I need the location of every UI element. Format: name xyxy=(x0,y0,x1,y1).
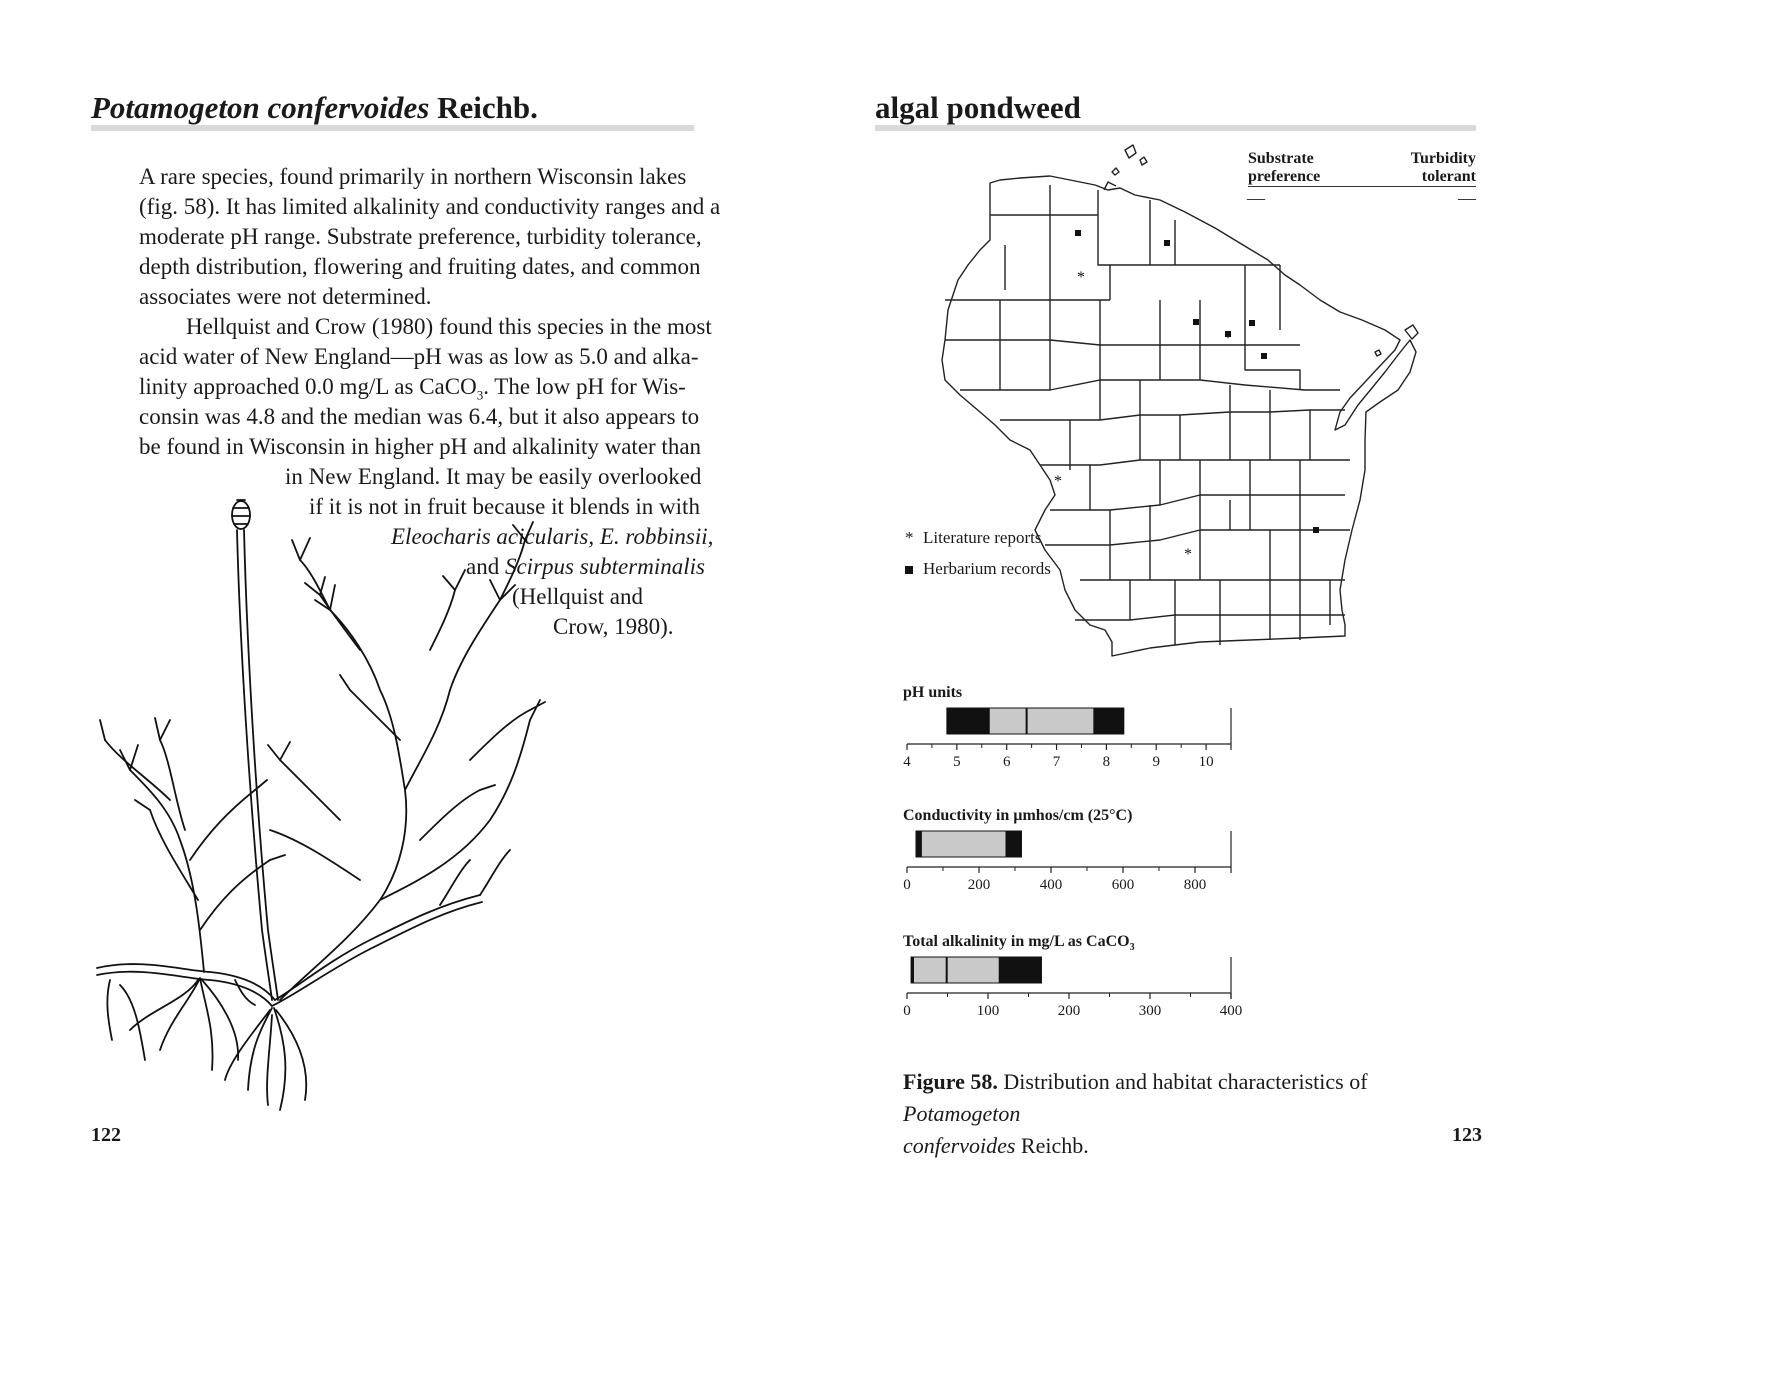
conductivity-range-chart xyxy=(895,823,1255,898)
common-name-title: algal pondweed xyxy=(875,90,1081,125)
tick-label: 300 xyxy=(1138,1003,1162,1019)
literature-report-marker: * xyxy=(1224,330,1232,347)
paragraph-line: A rare species, found primarily in northern Wisconsin lakes xyxy=(139,164,687,189)
tick-label: 0 xyxy=(903,1003,911,1019)
text-run: Reichb. xyxy=(1015,1133,1089,1158)
range-segment xyxy=(947,708,989,734)
tick-label: 7 xyxy=(1052,754,1061,770)
literature-report-marker: * xyxy=(1077,269,1085,286)
paragraph-line: be found in Wisconsin in higher pH and alkalinity water than xyxy=(139,434,702,459)
legend-literature xyxy=(905,528,1041,548)
label-line: Substrate xyxy=(1248,150,1314,167)
paragraph-line: depth distribution, flowering and fruiting dates, and common xyxy=(139,254,701,279)
tick-label: 0 xyxy=(903,877,911,893)
ph-range-chart xyxy=(895,700,1255,775)
tick-label: 400 xyxy=(1039,877,1063,893)
tick-label: 5 xyxy=(953,754,961,770)
figure-label: Figure 58. xyxy=(903,1069,998,1094)
range-segment xyxy=(1006,831,1021,857)
paragraph-line: Hellquist and Crow (1980) found this species in the most xyxy=(186,314,712,339)
legend-label: Herbarium records xyxy=(923,559,1051,578)
herbarium-marker xyxy=(905,566,913,574)
label-line: tolerant xyxy=(1421,168,1476,185)
map-points xyxy=(1054,230,1319,563)
citation: Crow, 1980). xyxy=(553,614,674,639)
tick-label: 6 xyxy=(1002,754,1011,770)
literature-marker: * xyxy=(905,528,914,547)
tick-label: 600 xyxy=(1111,877,1135,893)
range-segment xyxy=(989,708,1094,734)
tick-label: 9 xyxy=(1152,754,1160,770)
alkalinity-range-chart xyxy=(895,949,1255,1024)
tick-label: 800 xyxy=(1183,877,1207,893)
herbarium-record-marker xyxy=(1249,320,1255,326)
herbarium-record-marker xyxy=(1313,527,1319,533)
label-line: Turbidity xyxy=(1410,150,1476,167)
tick-label: 400 xyxy=(1219,1003,1243,1019)
subscript: 3 xyxy=(476,387,484,403)
page-number: 122 xyxy=(91,1124,121,1146)
citation: (Hellquist and xyxy=(512,584,643,609)
tick-label: 4 xyxy=(903,754,911,770)
tick-label: 8 xyxy=(1102,754,1111,770)
text-run: . The low pH for Wis- xyxy=(483,374,686,399)
range-segment xyxy=(921,831,1006,857)
literature-report-marker: * xyxy=(1054,473,1062,490)
paragraph-line: associates were not determined. xyxy=(139,284,432,309)
paragraph-line: acid water of New England—pH was as low as 5.0 and alka- xyxy=(139,344,699,369)
herbarium-record-marker xyxy=(1164,240,1170,246)
turbidity-value: — xyxy=(1458,188,1476,208)
conductivity-chart-title: Conductivity in µmhos/cm (25°C) xyxy=(903,807,1133,824)
tick-label: 10 xyxy=(1198,754,1214,770)
label-line: preference xyxy=(1248,168,1321,185)
substrate-value: — xyxy=(1247,188,1265,208)
legend-herbarium xyxy=(905,559,1051,579)
title-text: Total alkalinity in mg/L as CaCO xyxy=(903,933,1130,950)
literature-report-marker: * xyxy=(1184,546,1192,563)
herbarium-record-marker xyxy=(1261,353,1267,359)
text-run: and xyxy=(466,554,505,579)
paragraph-line: if it is not in fruit because it blends in with xyxy=(309,494,700,519)
text-run: Distribution and habitat characteristics of xyxy=(997,1069,1368,1094)
species-name: confervoides xyxy=(903,1133,1016,1158)
tick-label: 200 xyxy=(967,877,991,893)
paragraph-line: moderate pH range. Substrate preference, turbidity tolerance, xyxy=(139,224,702,249)
species-name: Potamogeton confervoides xyxy=(91,90,430,125)
tick-label: 200 xyxy=(1057,1003,1081,1019)
tick-label: 100 xyxy=(976,1003,1000,1019)
paragraph-line: (fig. 58). It has limited alkalinity and conductivity ranges and a xyxy=(139,194,721,219)
author-abbrev: Reichb. xyxy=(429,90,538,125)
figure-caption xyxy=(903,1066,1463,1162)
state-outline xyxy=(942,176,1416,656)
paragraph-line: in New England. It may be easily overlooked xyxy=(285,464,702,489)
herbarium-record-marker xyxy=(1193,319,1199,325)
range-segment xyxy=(999,957,1041,983)
page-number: 123 xyxy=(1452,1124,1482,1146)
range-segment xyxy=(1094,708,1124,734)
species-name: Scirpus subterminalis xyxy=(504,554,705,579)
range-segment xyxy=(913,957,999,983)
species-associates: Eleocharis acicularis, E. robbinsii, xyxy=(391,524,714,549)
subscript: 3 xyxy=(1129,942,1135,954)
herbarium-record-marker xyxy=(1075,230,1081,236)
ph-chart-title: pH units xyxy=(903,684,963,701)
legend-label: Literature reports xyxy=(923,528,1042,547)
paragraph-line: consin was 4.8 and the median was 6.4, but it also appears to xyxy=(139,404,700,429)
text-run: linity approached 0.0 mg/L as CaCO xyxy=(139,374,477,399)
species-name: Potamogeton xyxy=(903,1101,1021,1126)
